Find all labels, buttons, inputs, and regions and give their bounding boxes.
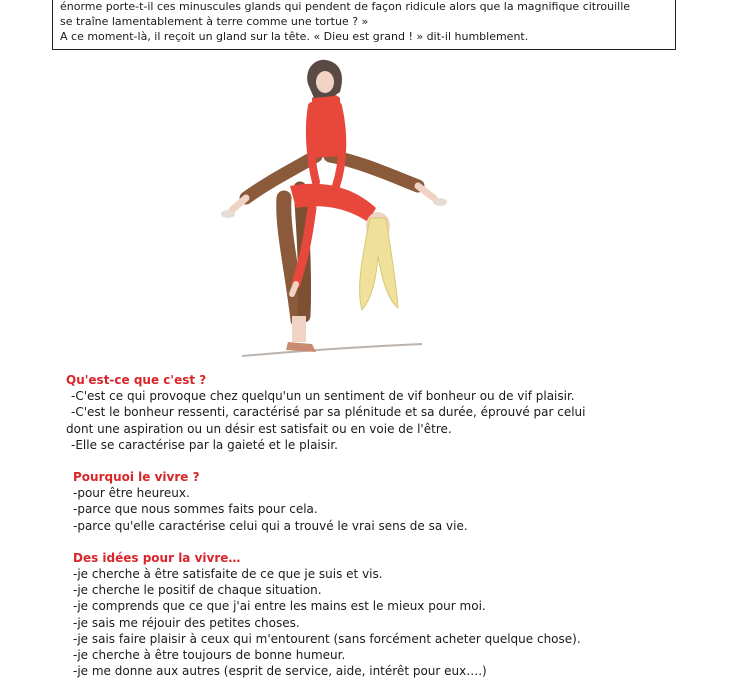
content-sections bbox=[66, 372, 666, 679]
list-item: -parce qu'elle caractérise celui qui a trouvé le vrai sens de sa vie. bbox=[73, 518, 468, 533]
section-why bbox=[66, 469, 666, 534]
list-item: -je me donne aux autres (esprit de service, aide, intérêt pour eux….) bbox=[73, 664, 487, 679]
section-body-what bbox=[66, 388, 666, 453]
section-title-why: Pourquoi le vivre ? bbox=[73, 470, 200, 485]
list-item: -je sais faire plaisir à ceux qui m'entourent (sans forcément acheter quelque chose). bbox=[73, 631, 581, 646]
list-item: -Elle se caractérise par la gaieté et le plaisir. bbox=[71, 437, 338, 452]
list-item: -pour être heureux. bbox=[73, 486, 190, 501]
section-title-what: Qu'est-ce que c'est ? bbox=[66, 373, 207, 387]
list-item: -je cherche le positif de chaque situation. bbox=[73, 583, 322, 598]
list-item: -je cherche à être toujours de bonne humeur. bbox=[73, 648, 346, 663]
section-ideas bbox=[66, 550, 666, 679]
list-item: -je comprends que ce que j'ai entre les mains est le mieux pour moi. bbox=[73, 599, 486, 614]
story-line: énorme porte-t-il ces minuscules glands qui pendent de façon ridicule alors que la magnifique citrouille bbox=[60, 0, 631, 13]
story-excerpt-box bbox=[52, 0, 676, 50]
list-item: -C'est le bonheur ressenti, caractérisé par sa plénitude et sa durée, éprouvé par celui bbox=[71, 405, 586, 420]
list-item: -C'est ce qui provoque chez quelqu'un un sentiment de vif bonheur ou de vif plaisir. bbox=[71, 389, 575, 404]
story-line: se traîne lamentablement à terre comme une tortue ? » bbox=[60, 15, 369, 28]
list-item: -je cherche à être satisfaite de ce que je suis et vis. bbox=[73, 567, 383, 582]
list-item: dont une aspiration ou un désir est satisfait ou en voie de l'être. bbox=[66, 421, 452, 436]
section-title-ideas: Des idées pour la vivre… bbox=[73, 550, 241, 565]
story-line: A ce moment-là, il reçoit un gland sur la tête. « Dieu est grand ! » dit-il humblement. bbox=[60, 30, 529, 43]
list-item: -parce que nous sommes faits pour cela. bbox=[73, 502, 318, 517]
leapfrog-girls-illustration bbox=[212, 58, 482, 364]
list-item: -je sais me réjouir des petites choses. bbox=[73, 615, 300, 630]
